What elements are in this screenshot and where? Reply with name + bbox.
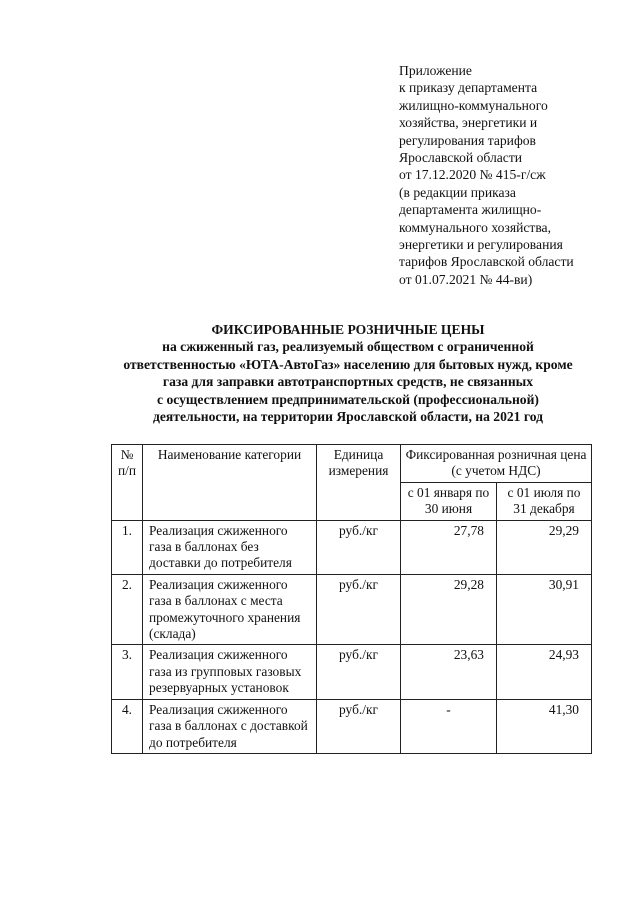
row-name: Реализация сжиженного газа из групповых газовых резервуарных установок [143,645,317,699]
document-title [105,321,591,425]
table-row [112,645,592,699]
row-unit: руб./кг [317,699,401,753]
appendix-line: от 17.12.2020 № 415-г/сж [399,167,546,183]
appendix-line: регулирования тарифов [399,132,536,148]
title-line: ответственностью «ЮТА-АвтоГаз» населению для бытовых нужд, кроме [123,356,573,372]
row-price-2: 24,93 [497,645,592,699]
row-price-2: 29,29 [497,520,592,574]
row-unit: руб./кг [317,574,401,645]
row-num: 2. [112,574,143,645]
appendix-block [399,62,634,288]
row-price-1: 27,78 [401,520,497,574]
row-num: 1. [112,520,143,574]
title-line: с осуществлением предпринимательской (профессиональной) [157,391,539,407]
appendix-line: Ярославской области [399,150,523,166]
appendix-line: тарифов Ярославской области [399,254,574,270]
appendix-line: энергетики и регулирования [399,237,563,253]
header-name: Наименование категории [143,445,317,521]
title-line: на сжиженный газ, реализуемый обществом с ограниченной [162,339,534,355]
row-price-1: 23,63 [401,645,497,699]
appendix-line: от 01.07.2021 № 44-ви) [399,271,533,287]
header-period-2: с 01 июля по 31 декабря [497,482,592,520]
row-price-1: 29,28 [401,574,497,645]
row-unit: руб./кг [317,520,401,574]
row-name: Реализация сжиженного газа в баллонах без доставки до потребителя [143,520,317,574]
table-row [112,699,592,753]
title-line: газа для заправки автотранспортных средств, не связанных [162,374,534,390]
row-name: Реализация сжиженного газа в баллонах с доставкой до потребителя [143,699,317,753]
table-row [112,520,592,574]
appendix-line: к приказу департамента [399,80,538,96]
row-price-1: - [401,699,497,753]
price-table [111,444,592,754]
title-heading: ФИКСИРОВАННЫЕ РОЗНИЧНЫЕ ЦЕНЫ [211,322,485,337]
appendix-line: коммунального хозяйства, [399,219,551,235]
header-price: Фиксированная розничная цена (с учетом НДС) [401,445,592,483]
row-unit: руб./кг [317,645,401,699]
appendix-line: жилищно-коммунального [399,97,548,113]
title-line: деятельности, на территории Ярославской области, на 2021 год [153,409,543,425]
table-row [112,574,592,645]
appendix-line: хозяйства, энергетики и [399,115,538,131]
row-num: 4. [112,699,143,753]
appendix-line: (в редакции приказа [399,184,516,200]
row-name: Реализация сжиженного газа в баллонах с места промежуточного хранения (склада) [143,574,317,645]
row-price-2: 30,91 [497,574,592,645]
row-price-2: 41,30 [497,699,592,753]
header-period-1: с 01 января по 30 июня [401,482,497,520]
appendix-line: Приложение [399,63,472,78]
table-header-row [112,445,592,483]
row-num: 3. [112,645,143,699]
header-num: № п/п [112,445,143,521]
header-unit: Единица измерения [317,445,401,521]
appendix-line: департамента жилищно- [399,202,542,218]
